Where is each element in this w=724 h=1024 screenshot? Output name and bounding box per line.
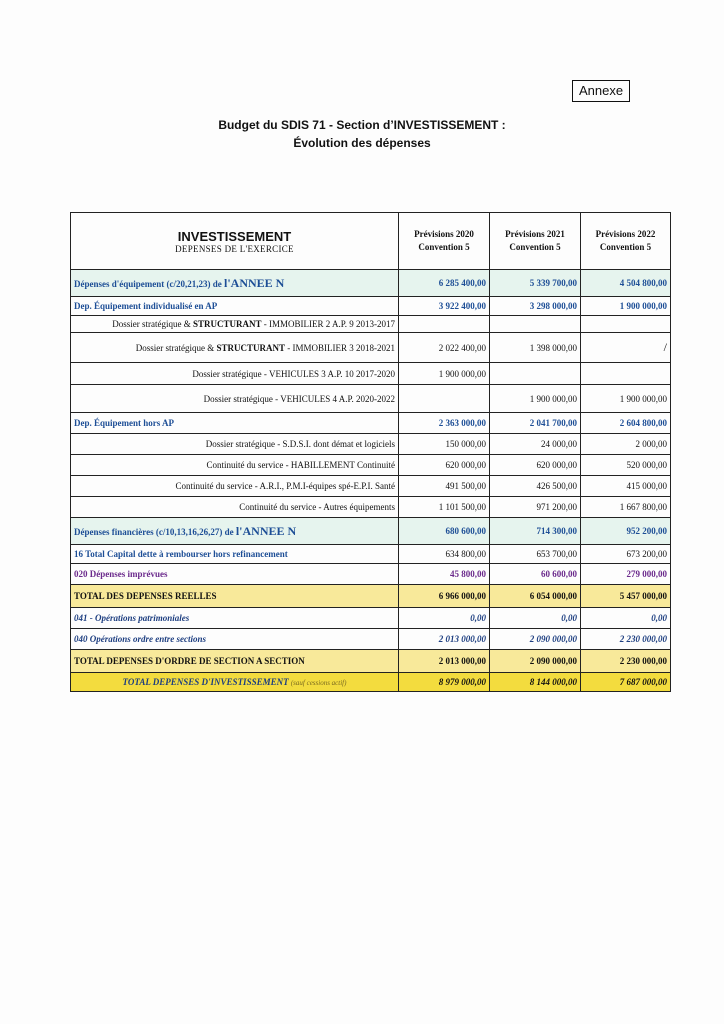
cell-2020: 45 800,00 [399, 564, 490, 585]
cell-2022: / [581, 333, 671, 363]
table-header [71, 213, 671, 270]
cell-2022: 4 504 800,00 [581, 270, 671, 297]
row-label-part: - IMMOBILIER 2 A.P. 9 2013-2017 [261, 319, 395, 329]
header-col-2022 [581, 213, 671, 270]
row-capital-dette [71, 545, 671, 564]
cell-2022 [581, 363, 671, 385]
row-label: TOTAL DEPENSES D'ORDRE DE SECTION A SECTION [71, 650, 399, 673]
header-col-2022-l2: Convention 5 [599, 242, 652, 252]
cell-2021: 6 054 000,00 [490, 585, 581, 608]
cell-2021: 714 300,00 [490, 518, 581, 545]
row-ari [71, 476, 671, 497]
cell-2020: 1 101 500,00 [399, 497, 490, 518]
row-vehicules-3 [71, 363, 671, 385]
row-label: Dep. Équipement individualisé en AP [71, 297, 399, 316]
annexe-label: Annexe [572, 80, 630, 102]
cell-2021: 426 500,00 [490, 476, 581, 497]
row-label [71, 518, 399, 545]
row-label-part: STRUCTURANT [216, 342, 285, 353]
cell-2021: 1 900 000,00 [490, 385, 581, 413]
row-label: 041 - Opérations patrimoniales [71, 608, 399, 629]
row-dep-financieres [71, 518, 671, 545]
row-habillement [71, 455, 671, 476]
row-total-reelles [71, 585, 671, 608]
cell-2020: 0,00 [399, 608, 490, 629]
row-dep-equipement [71, 270, 671, 297]
row-label-part: l'ANNEE N [235, 523, 297, 538]
row-label: Dossier stratégique - VEHICULES 4 A.P. 2020-2022 [71, 385, 399, 413]
cell-2021: 620 000,00 [490, 455, 581, 476]
cell-2020: 634 800,00 [399, 545, 490, 564]
cell-2021: 3 298 000,00 [490, 297, 581, 316]
cell-2020: 491 500,00 [399, 476, 490, 497]
row-label: Dep. Équipement hors AP [71, 413, 399, 434]
row-immobilier-2 [71, 316, 671, 333]
cell-2021: 60 600,00 [490, 564, 581, 585]
row-label-part: - IMMOBILIER 3 2018-2021 [285, 342, 395, 353]
cell-2021 [490, 363, 581, 385]
cell-2022: 7 687 000,00 [581, 673, 671, 692]
page-title [0, 116, 724, 152]
row-immobilier-3 [71, 333, 671, 363]
row-depenses-imprevues [71, 564, 671, 585]
cell-2020 [399, 385, 490, 413]
cell-2020 [399, 316, 490, 333]
cell-2021: 971 200,00 [490, 497, 581, 518]
cell-2020: 8 979 000,00 [399, 673, 490, 692]
row-label: Continuité du service - HABILLEMENT Continuité [71, 455, 399, 476]
cell-2021: 2 041 700,00 [490, 413, 581, 434]
header-main-cell [71, 213, 399, 270]
row-dep-ap [71, 297, 671, 316]
row-label: 16 Total Capital dette à rembourser hors refinancement [71, 545, 399, 564]
cell-2020: 6 966 000,00 [399, 585, 490, 608]
cell-2022: 520 000,00 [581, 455, 671, 476]
cell-2022: 1 667 800,00 [581, 497, 671, 518]
cell-2021 [490, 316, 581, 333]
header-col-2020-l2: Convention 5 [418, 242, 470, 252]
budget-table [70, 212, 671, 692]
row-label: Dossier stratégique - S.D.S.I. dont démat et logiciels [71, 434, 399, 455]
cell-2022: 5 457 000,00 [581, 585, 671, 608]
row-vehicules-4 [71, 385, 671, 413]
row-label [71, 673, 399, 692]
header-col-2021-l2: Convention 5 [509, 242, 561, 252]
cell-2020: 6 285 400,00 [399, 270, 490, 297]
row-label-part: TOTAL DEPENSES D'INVESTISSEMENT [122, 677, 289, 687]
row-label-note: (sauf cessions actif) [290, 679, 347, 687]
row-label: 020 Dépenses imprévues [71, 564, 399, 585]
row-label [71, 333, 399, 363]
row-label: Dossier stratégique - VEHICULES 3 A.P. 10 2017-2020 [71, 363, 399, 385]
row-label [71, 270, 399, 297]
cell-2020: 2 022 400,00 [399, 333, 490, 363]
row-label: TOTAL DES DEPENSES REELLES [71, 585, 399, 608]
cell-2020: 2 013 000,00 [399, 650, 490, 673]
row-label: Continuité du service - A.R.I., P.M.I-équipes spé-E.P.I. Santé [71, 476, 399, 497]
row-label-part: Dossier stratégique & [135, 342, 217, 353]
cell-2022: 2 230 000,00 [581, 629, 671, 650]
cell-2020: 150 000,00 [399, 434, 490, 455]
header-col-2020 [399, 213, 490, 270]
cell-2020: 1 900 000,00 [399, 363, 490, 385]
row-label-part: Dépenses d'équipement (c/20,21,23) de [74, 278, 224, 289]
cell-2021: 653 700,00 [490, 545, 581, 564]
row-label-part: l'ANNEE N [224, 275, 285, 290]
cell-2021: 1 398 000,00 [490, 333, 581, 363]
row-label: Continuité du service - Autres équipements [71, 497, 399, 518]
cell-2022: 2 000,00 [581, 434, 671, 455]
row-autres-equipements [71, 497, 671, 518]
cell-2020: 3 922 400,00 [399, 297, 490, 316]
cell-2021: 8 144 000,00 [490, 673, 581, 692]
cell-2022 [581, 316, 671, 333]
header-col-2021 [490, 213, 581, 270]
cell-2021: 2 090 000,00 [490, 629, 581, 650]
row-total-investissement [71, 673, 671, 692]
cell-2021: 5 339 700,00 [490, 270, 581, 297]
cell-2020: 620 000,00 [399, 455, 490, 476]
cell-2022: 673 200,00 [581, 545, 671, 564]
row-operations-patrimoniales [71, 608, 671, 629]
cell-2022: 0,00 [581, 608, 671, 629]
header-col-2021-l1: Prévisions 2021 [505, 229, 565, 239]
cell-2022: 279 000,00 [581, 564, 671, 585]
row-hors-ap [71, 413, 671, 434]
header-col-2022-l1: Prévisions 2022 [595, 229, 656, 239]
title-line-1: Budget du SDIS 71 - Section d’INVESTISSEMENT : [218, 118, 506, 132]
row-label-part: STRUCTURANT [192, 319, 262, 329]
cell-2022: 1 900 000,00 [581, 385, 671, 413]
header-subtitle: DEPENSES DE L'EXERCICE [175, 243, 294, 254]
header-col-2020-l1: Prévisions 2020 [414, 229, 474, 239]
row-label-part: Dépenses financières (c/10,13,16,26,27) de [74, 526, 236, 537]
cell-2020: 2 013 000,00 [399, 629, 490, 650]
row-operations-ordre [71, 629, 671, 650]
row-label: 040 Opérations ordre entre sections [71, 629, 399, 650]
row-label [71, 316, 399, 333]
cell-2021: 2 090 000,00 [490, 650, 581, 673]
cell-2020: 680 600,00 [399, 518, 490, 545]
header-title: INVESTISSEMENT [177, 228, 292, 244]
cell-2022: 2 604 800,00 [581, 413, 671, 434]
row-sdsi [71, 434, 671, 455]
cell-2022: 1 900 000,00 [581, 297, 671, 316]
cell-2022: 415 000,00 [581, 476, 671, 497]
row-total-ordre [71, 650, 671, 673]
cell-2020: 2 363 000,00 [399, 413, 490, 434]
cell-2021: 0,00 [490, 608, 581, 629]
row-label-part: Dossier stratégique & [112, 319, 193, 329]
cell-2022: 2 230 000,00 [581, 650, 671, 673]
cell-2022: 952 200,00 [581, 518, 671, 545]
title-line-2: Évolution des dépenses [293, 136, 431, 150]
cell-2021: 24 000,00 [490, 434, 581, 455]
